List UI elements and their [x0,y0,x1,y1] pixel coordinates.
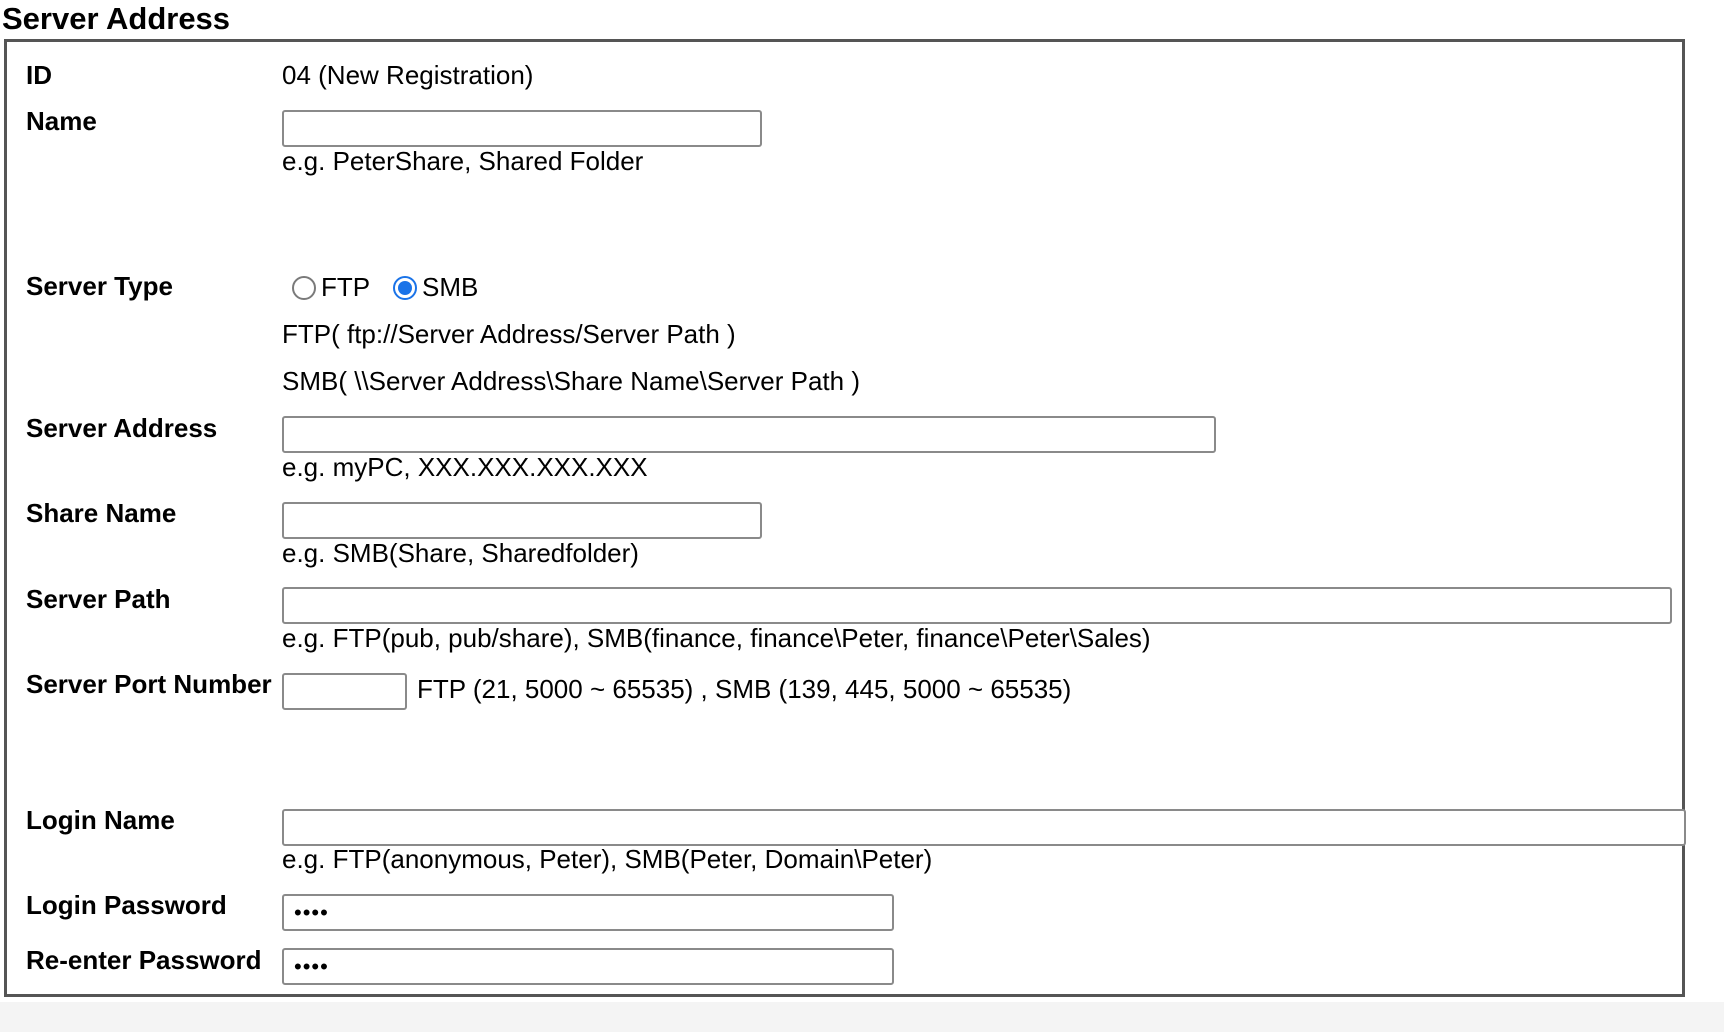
smb-radio-label[interactable]: SMB [422,272,479,302]
login-password-input[interactable] [282,894,894,931]
ftp-radio-label[interactable]: FTP [321,272,371,302]
reenter-password-label: Re-enter Password [26,945,262,975]
server-path-label: Server Path [26,584,171,614]
login-name-input[interactable] [282,809,1686,846]
name-input[interactable] [282,110,762,147]
share-name-label: Share Name [26,498,177,528]
name-hint: e.g. PeterShare, Shared Folder [282,146,644,176]
smb-radio[interactable] [393,276,417,300]
server-port-hint: FTP (21, 5000 ~ 65535) , SMB (139, 445, 5000 ~ 65535) [417,674,1072,704]
server-path-input[interactable] [282,587,1672,624]
login-password-label: Login Password [26,890,227,920]
page-title: Server Address [2,1,231,36]
server-address-form [4,39,1685,997]
server-port-input[interactable] [282,673,407,710]
login-password-mask: •••• [294,900,329,925]
login-name-hint: e.g. FTP(anonymous, Peter), SMB(Peter, Domain\Peter) [282,844,933,874]
server-address-input[interactable] [282,416,1216,453]
server-path-hint: e.g. FTP(pub, pub/share), SMB(finance, finance\Peter, finance\Peter\Sales) [282,623,1151,653]
ftp-radio[interactable] [292,276,316,300]
id-value: 04 (New Registration) [282,60,534,90]
share-name-hint: e.g. SMB(Share, Sharedfolder) [282,538,639,568]
id-label: ID [26,60,52,90]
ftp-format-text: FTP( ftp://Server Address/Server Path ) [282,319,736,349]
reenter-password-mask: •••• [294,954,329,979]
share-name-input[interactable] [282,502,762,539]
server-address-hint: e.g. myPC, XXX.XXX.XXX.XXX [282,452,648,482]
server-address-label: Server Address [26,413,218,443]
reenter-password-input[interactable] [282,948,894,985]
login-name-label: Login Name [26,805,175,835]
name-label: Name [26,106,97,136]
server-port-label: Server Port Number [26,669,272,699]
bottom-band [0,1002,1724,1032]
server-type-label: Server Type [26,271,173,301]
smb-format-text: SMB( \\Server Address\Share Name\Server Path ) [282,366,860,396]
